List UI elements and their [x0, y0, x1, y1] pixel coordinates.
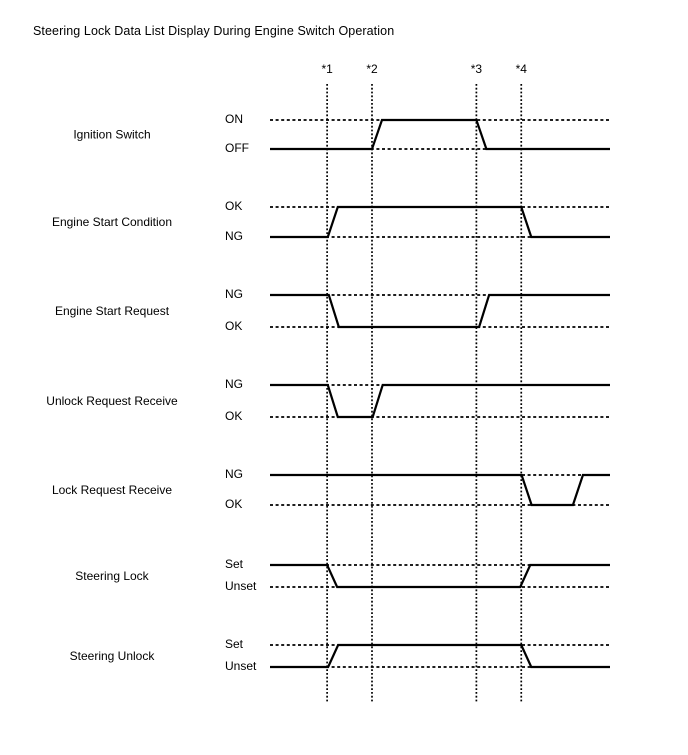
marker-label-4: *4	[515, 62, 527, 76]
waveform-unlock-request-receive	[270, 385, 610, 417]
diagram-title: Steering Lock Data List Display During Engine Switch Operation	[33, 24, 395, 38]
level-label-top-steering-unlock: Set	[225, 637, 244, 651]
level-label-top-ignition-switch: ON	[225, 112, 243, 126]
level-label-bottom-unlock-request-receive: OK	[225, 409, 243, 423]
signal-name-unlock-request-receive: Unlock Request Receive	[46, 394, 178, 408]
level-label-bottom-engine-start-request: OK	[225, 319, 243, 333]
marker-label-2: *2	[366, 62, 378, 76]
waveform-engine-start-condition	[270, 207, 610, 237]
level-label-top-steering-lock: Set	[225, 557, 244, 571]
signal-name-steering-lock: Steering Lock	[75, 569, 149, 583]
marker-label-1: *1	[321, 62, 333, 76]
signal-name-lock-request-receive: Lock Request Receive	[51, 483, 173, 497]
level-label-bottom-lock-request-receive: OK	[225, 497, 243, 511]
signal-name-steering-unlock: Steering Unlock	[69, 649, 155, 663]
waveform-steering-unlock	[270, 645, 610, 667]
waveform-engine-start-request	[270, 295, 610, 327]
level-label-top-unlock-request-receive: NG	[225, 377, 243, 391]
level-label-top-lock-request-receive: NG	[225, 467, 243, 481]
marker-label-3: *3	[470, 62, 483, 76]
signal-name-ignition-switch: Ignition Switch	[73, 127, 151, 142]
level-label-top-engine-start-condition: OK	[225, 199, 243, 213]
waveform-lock-request-receive	[270, 475, 610, 505]
waveform-steering-lock	[270, 565, 610, 587]
signal-name-engine-start-request: Engine Start Request	[54, 304, 170, 318]
signal-name-engine-start-condition: Engine Start Condition	[51, 215, 173, 229]
waveform-ignition-switch	[270, 120, 610, 149]
level-label-bottom-ignition-switch: OFF	[225, 141, 249, 155]
level-label-top-engine-start-request: NG	[225, 287, 243, 301]
level-label-bottom-engine-start-condition: NG	[225, 229, 243, 243]
level-label-bottom-steering-lock: Unset	[225, 579, 257, 593]
level-label-bottom-steering-unlock: Unset	[225, 659, 257, 673]
